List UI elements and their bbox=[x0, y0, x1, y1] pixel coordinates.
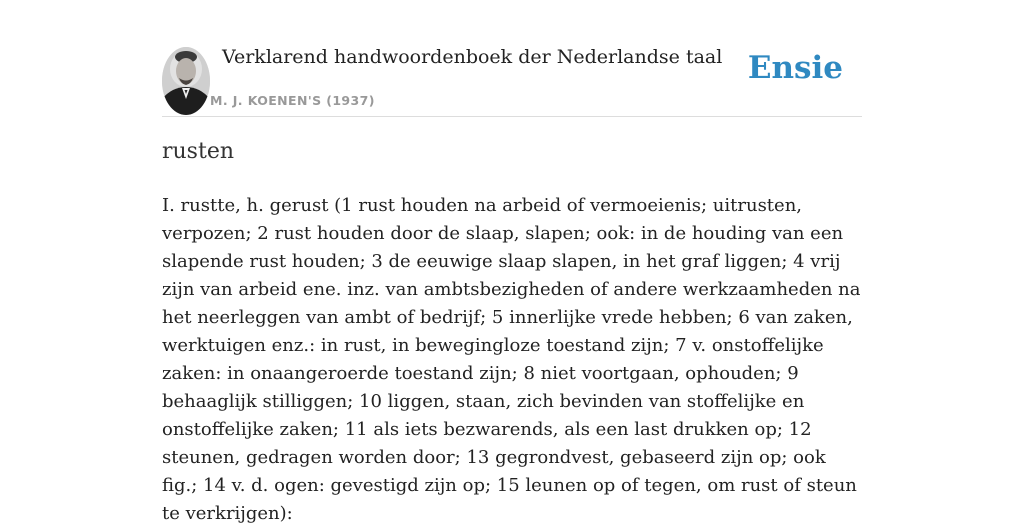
author-portrait bbox=[162, 47, 210, 115]
ensie-logo-link[interactable]: Ensie bbox=[747, 50, 843, 86]
author-label: M. J. KOENEN'S (1937) bbox=[210, 93, 375, 108]
dictionary-header bbox=[162, 0, 862, 117]
entry-definition: I. rustte, h. gerust (1 rust houden na arbeid of vermoeienis; uitrusten, verpozen; 2 rust houden door de slaap, slapen; ook: in de houding van een slapende rust houden; 3 de eeuwige slaap slapen, in het graf liggen; 4 vrij zijn van arbeid ene. inz. van ambtsbezigheden of andere werkzaamheden na het neerleggen van ambt of bedrijf; 5 innerlijke vrede hebben; 6 van zaken, werktuigen enz.: in rust, in bewegingloze toestand zijn; 7 v. onstoffelijke zaken: in onaangeroerde toestand zijn; 8 niet voortgaan, ophouden; 9 behaaglijk stilliggen; 10 liggen, staan, zich bevinden van stoffelijke en onstoffelijke zaken; 11 als iets bezwarends, als een last drukken op; 12 steunen, gedragen worden door; 13 gegrondvest, gebaseerd zijn op; ook fig.; 14 v. d. ogen: gevestigd zijn op; 15 leunen op of tegen, om rust of steun te verkrijgen): bbox=[162, 195, 861, 524]
page-container bbox=[162, 0, 862, 524]
entry-headword: rusten bbox=[162, 139, 235, 164]
book-title: Verklarend handwoordenboek der Nederlandse taal bbox=[222, 46, 723, 68]
